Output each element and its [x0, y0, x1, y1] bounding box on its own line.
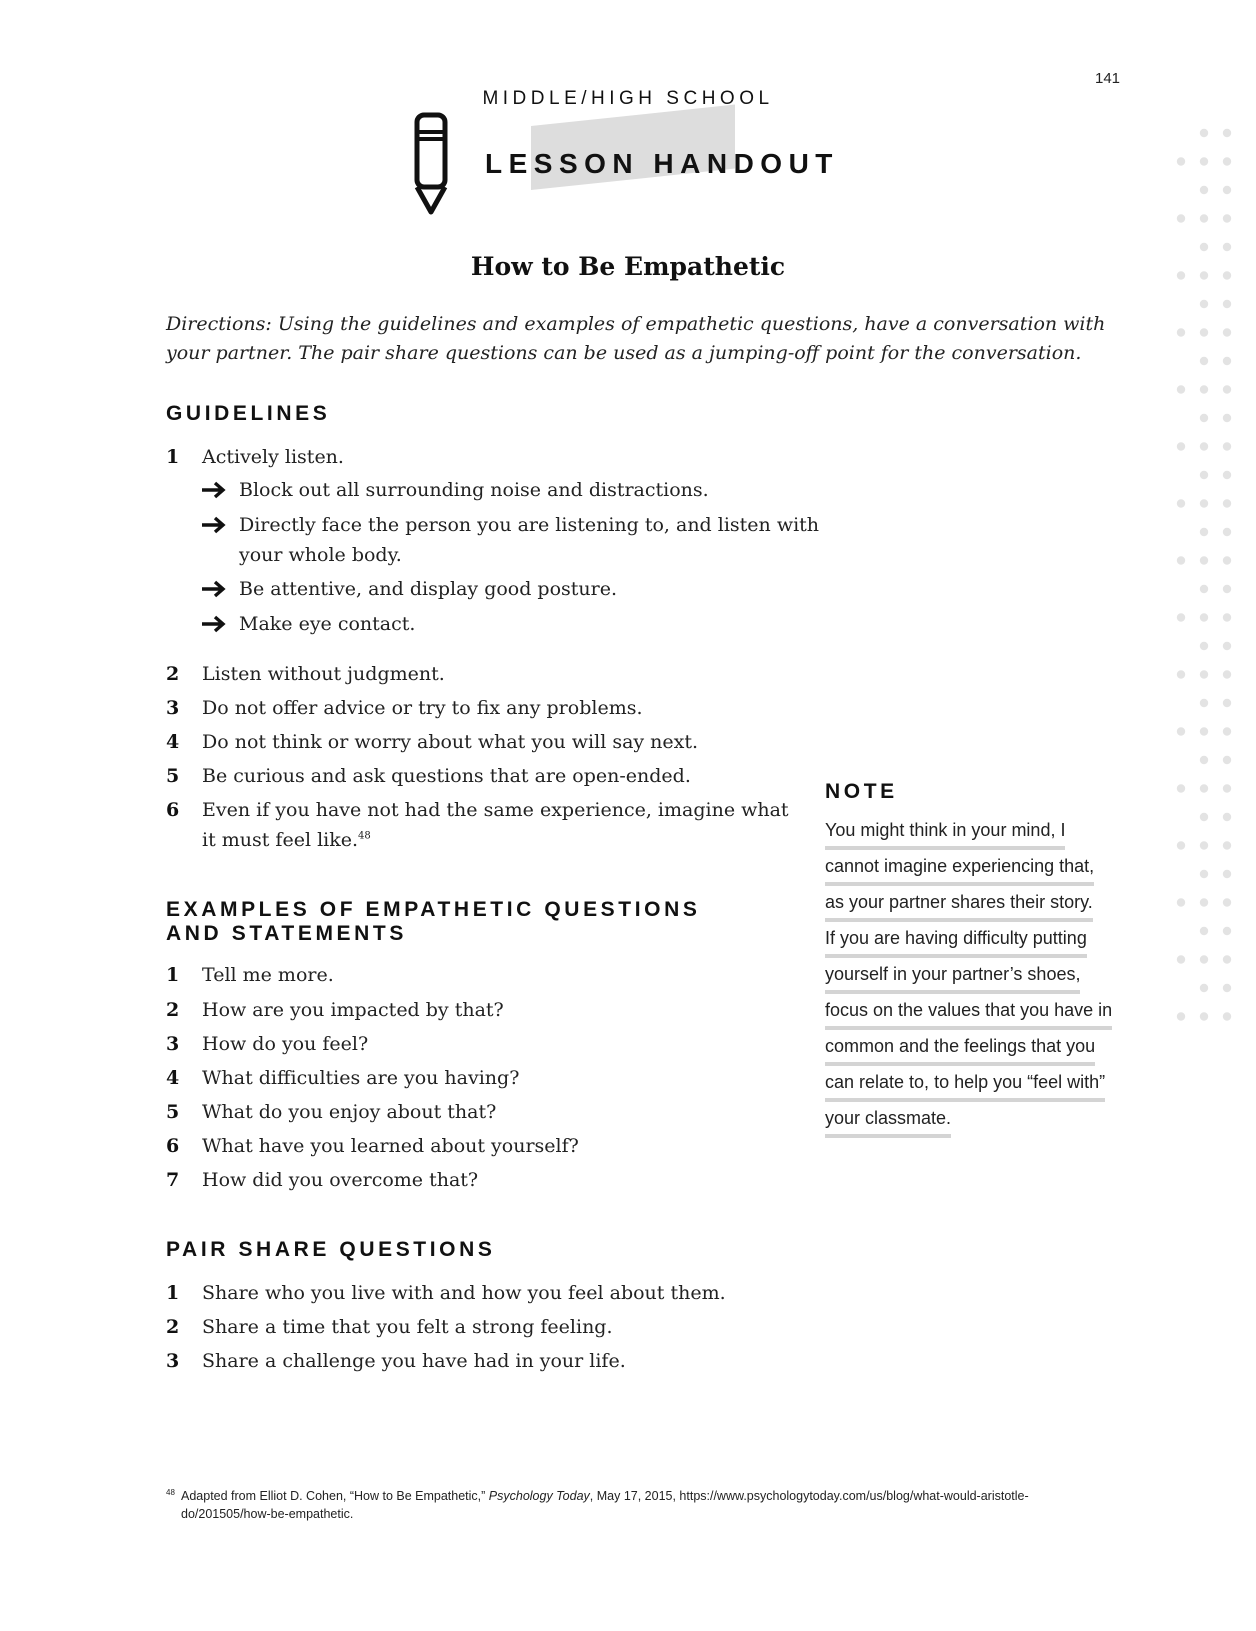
decorative-dot: [1223, 699, 1231, 707]
decorative-dot: [1200, 414, 1208, 422]
footnote-mark: 48: [166, 1488, 175, 1497]
document-title: How to Be Empathetic: [470, 252, 786, 281]
item-text: Share a time that you felt a strong feeling.: [202, 1316, 613, 1338]
decorative-dot: [1200, 642, 1208, 650]
decorative-dot: [1177, 328, 1185, 336]
decorative-dot: [1223, 642, 1231, 650]
subitem-text: Be attentive, and display good posture.: [239, 578, 618, 600]
decorative-dot: [1177, 556, 1185, 564]
decorative-dot: [1177, 499, 1185, 507]
decorative-dot: [1200, 357, 1208, 365]
note-line-text: If you are having difficulty putting: [825, 923, 1087, 958]
decorative-dot: [1223, 499, 1231, 507]
decorative-dot: [1223, 186, 1231, 194]
decorative-dot: [1200, 984, 1208, 992]
decorative-dot: [1223, 955, 1231, 963]
examples-heading-line2: AND STATEMENTS: [166, 922, 407, 945]
decorative-dot: [1200, 699, 1208, 707]
decorative-dot: [1177, 1012, 1185, 1020]
item-number: 4: [166, 731, 180, 753]
item-number: 2: [166, 663, 180, 685]
decorative-dot: [1223, 898, 1231, 906]
footnote-suffix: , May 17, 2015, https://www.psychologytoday.com/us/blog/what-would-aristotle-do/201505/how-be-empathetic.: [181, 1489, 1029, 1521]
decorative-dot: [1223, 984, 1231, 992]
subitem-text: Block out all surrounding noise and distractions.: [239, 479, 709, 501]
decorative-dot: [1200, 186, 1208, 194]
decorative-dot: [1200, 385, 1208, 393]
decorative-dot: [1223, 442, 1231, 450]
examples-heading-line1: EXAMPLES OF EMPATHETIC QUESTIONS: [166, 898, 701, 921]
footnote-ref: 48: [358, 830, 371, 842]
decorative-dot: [1200, 243, 1208, 251]
item-number: 3: [166, 1350, 180, 1372]
note-line-text: common and the feelings that you: [825, 1031, 1095, 1066]
item-text-continued: [202, 825, 371, 855]
item-number: 6: [166, 1135, 180, 1157]
decorative-dot: [1223, 813, 1231, 821]
decorative-dot: [1200, 129, 1208, 137]
decorative-dot: [1200, 756, 1208, 764]
decorative-dot: [1177, 898, 1185, 906]
note-line-text: as your partner shares their story.: [825, 887, 1093, 922]
decorative-dot: [1177, 670, 1185, 678]
decorative-dot: [1200, 300, 1208, 308]
decorative-dot: [1200, 898, 1208, 906]
decorative-dot: [1200, 613, 1208, 621]
decorative-dot: [1223, 300, 1231, 308]
item-text: Listen without judgment.: [202, 663, 445, 685]
note-line: [825, 995, 1112, 1031]
item-number: 1: [166, 446, 180, 468]
decorative-dot: [1200, 442, 1208, 450]
note-line-text: can relate to, to help you “feel with”: [825, 1067, 1105, 1102]
decorative-dot: [1223, 784, 1231, 792]
decorative-dot: [1200, 585, 1208, 593]
item-text: Actively listen.: [202, 446, 344, 468]
decorative-dot: [1177, 613, 1185, 621]
decorative-dot: [1200, 670, 1208, 678]
decorative-dot: [1223, 528, 1231, 536]
item-number: 5: [166, 1101, 180, 1123]
note-heading: NOTE: [825, 780, 898, 803]
item-number: 6: [166, 799, 180, 821]
decorative-dot: [1200, 556, 1208, 564]
note-body: [825, 815, 1112, 1139]
decorative-dot: [1223, 756, 1231, 764]
decorative-dot: [1200, 841, 1208, 849]
pair-share-heading: PAIR SHARE QUESTIONS: [166, 1238, 496, 1261]
decorative-dot: [1223, 1012, 1231, 1020]
decorative-dot: [1200, 328, 1208, 336]
directions: Directions: Using the guidelines and examples of empathetic questions, have a conversation with your partner. The pair share questions can be used as a jumping-off point for the conversation.: [166, 313, 1106, 364]
note-line-text: You might think in your mind, I: [825, 815, 1065, 850]
decorative-dot: [1223, 727, 1231, 735]
item-number: 1: [166, 1282, 180, 1304]
note-line-text: your classmate.: [825, 1103, 951, 1138]
item-text: How do you feel?: [202, 1033, 369, 1055]
item-text: What have you learned about yourself?: [202, 1135, 579, 1157]
decorative-dot: [1223, 214, 1231, 222]
decorative-dot: [1223, 613, 1231, 621]
decorative-dot: [1200, 214, 1208, 222]
page-number: 141: [1095, 70, 1121, 87]
item-text-line2: it must feel like.: [202, 829, 359, 851]
item-number: 1: [166, 964, 180, 986]
item-text: Even if you have not had the same experience, imagine what: [202, 799, 789, 821]
arrow-right-icon: [201, 516, 227, 534]
decorative-dot: [1200, 870, 1208, 878]
item-text: How did you overcome that?: [202, 1169, 479, 1191]
decorative-dot: [1200, 727, 1208, 735]
decorative-dot: [1177, 214, 1185, 222]
footnote-prefix: Adapted from Elliot D. Cohen, “How to Be Empathetic,”: [181, 1489, 489, 1503]
decorative-dot: [1223, 927, 1231, 935]
item-number: 4: [166, 1067, 180, 1089]
item-text: How are you impacted by that?: [202, 999, 504, 1021]
subitem-text: Directly face the person you are listening to, and listen with: [239, 514, 820, 536]
decorative-dot: [1177, 442, 1185, 450]
note-line-text: cannot imagine experiencing that,: [825, 851, 1094, 886]
arrow-right-icon: [201, 580, 227, 598]
note-line: [825, 959, 1112, 995]
decorative-dot: [1177, 784, 1185, 792]
item-text: What difficulties are you having?: [202, 1067, 520, 1089]
item-text: Tell me more.: [202, 964, 334, 986]
decorative-dot: [1177, 157, 1185, 165]
item-text: Do not think or worry about what you will say next.: [202, 731, 699, 753]
note-line: [825, 1103, 1112, 1139]
decorative-dot: [1200, 813, 1208, 821]
decorative-dot: [1223, 357, 1231, 365]
school-level-label: MIDDLE/HIGH SCHOOL: [482, 88, 774, 109]
note-line: [825, 1031, 1112, 1067]
decorative-dot: [1177, 955, 1185, 963]
decorative-dot: [1200, 471, 1208, 479]
item-number: 3: [166, 697, 180, 719]
decorative-dot: [1223, 385, 1231, 393]
footnote-publication: Psychology Today: [488, 1489, 590, 1503]
decorative-dot: [1223, 870, 1231, 878]
decorative-dot: [1200, 1012, 1208, 1020]
decorative-dot: [1223, 243, 1231, 251]
decorative-dot: [1200, 955, 1208, 963]
decorative-dot: [1200, 528, 1208, 536]
pencil-icon: [413, 112, 449, 216]
item-text: Share who you live with and how you feel about them.: [202, 1282, 726, 1304]
decorative-dot: [1223, 414, 1231, 422]
item-number: 5: [166, 765, 180, 787]
note-line: [825, 887, 1112, 923]
note-line: [825, 923, 1112, 959]
decorative-dot: [1223, 129, 1231, 137]
item-number: 2: [166, 1316, 180, 1338]
decorative-dot: [1200, 499, 1208, 507]
decorative-dot: [1200, 784, 1208, 792]
item-number: 3: [166, 1033, 180, 1055]
decorative-dot: [1223, 670, 1231, 678]
decorative-dot: [1177, 727, 1185, 735]
note-line-text: focus on the values that you have in: [825, 995, 1112, 1030]
decorative-dot: [1223, 157, 1231, 165]
subitem-text: your whole body.: [239, 544, 402, 566]
decorative-dot: [1177, 841, 1185, 849]
item-number: 2: [166, 999, 180, 1021]
decorative-dot: [1223, 585, 1231, 593]
decorative-dot: [1223, 841, 1231, 849]
examples-heading: [166, 898, 700, 946]
decorative-dot: [1223, 471, 1231, 479]
decorative-dot: [1223, 556, 1231, 564]
decorative-dot: [1223, 328, 1231, 336]
decorative-dot: [1200, 927, 1208, 935]
note-line: [825, 815, 1112, 851]
item-text: Be curious and ask questions that are open-ended.: [202, 765, 691, 787]
footnote-text: [181, 1487, 1116, 1523]
handout-title: LESSON HANDOUT: [485, 148, 839, 179]
subitem-text: Make eye contact.: [239, 613, 416, 635]
decorative-dot: [1200, 157, 1208, 165]
note-line-text: yourself in your partner’s shoes,: [825, 959, 1080, 994]
item-text: Do not offer advice or try to fix any problems.: [202, 697, 643, 719]
item-text: What do you enjoy about that?: [202, 1101, 497, 1123]
note-line: [825, 851, 1112, 887]
note-line: [825, 1067, 1112, 1103]
arrow-right-icon: [201, 615, 227, 633]
item-number: 7: [166, 1169, 180, 1191]
decorative-dot: [1177, 385, 1185, 393]
arrow-right-icon: [201, 481, 227, 499]
item-text: Share a challenge you have had in your life.: [202, 1350, 626, 1372]
guidelines-heading: GUIDELINES: [166, 402, 331, 425]
